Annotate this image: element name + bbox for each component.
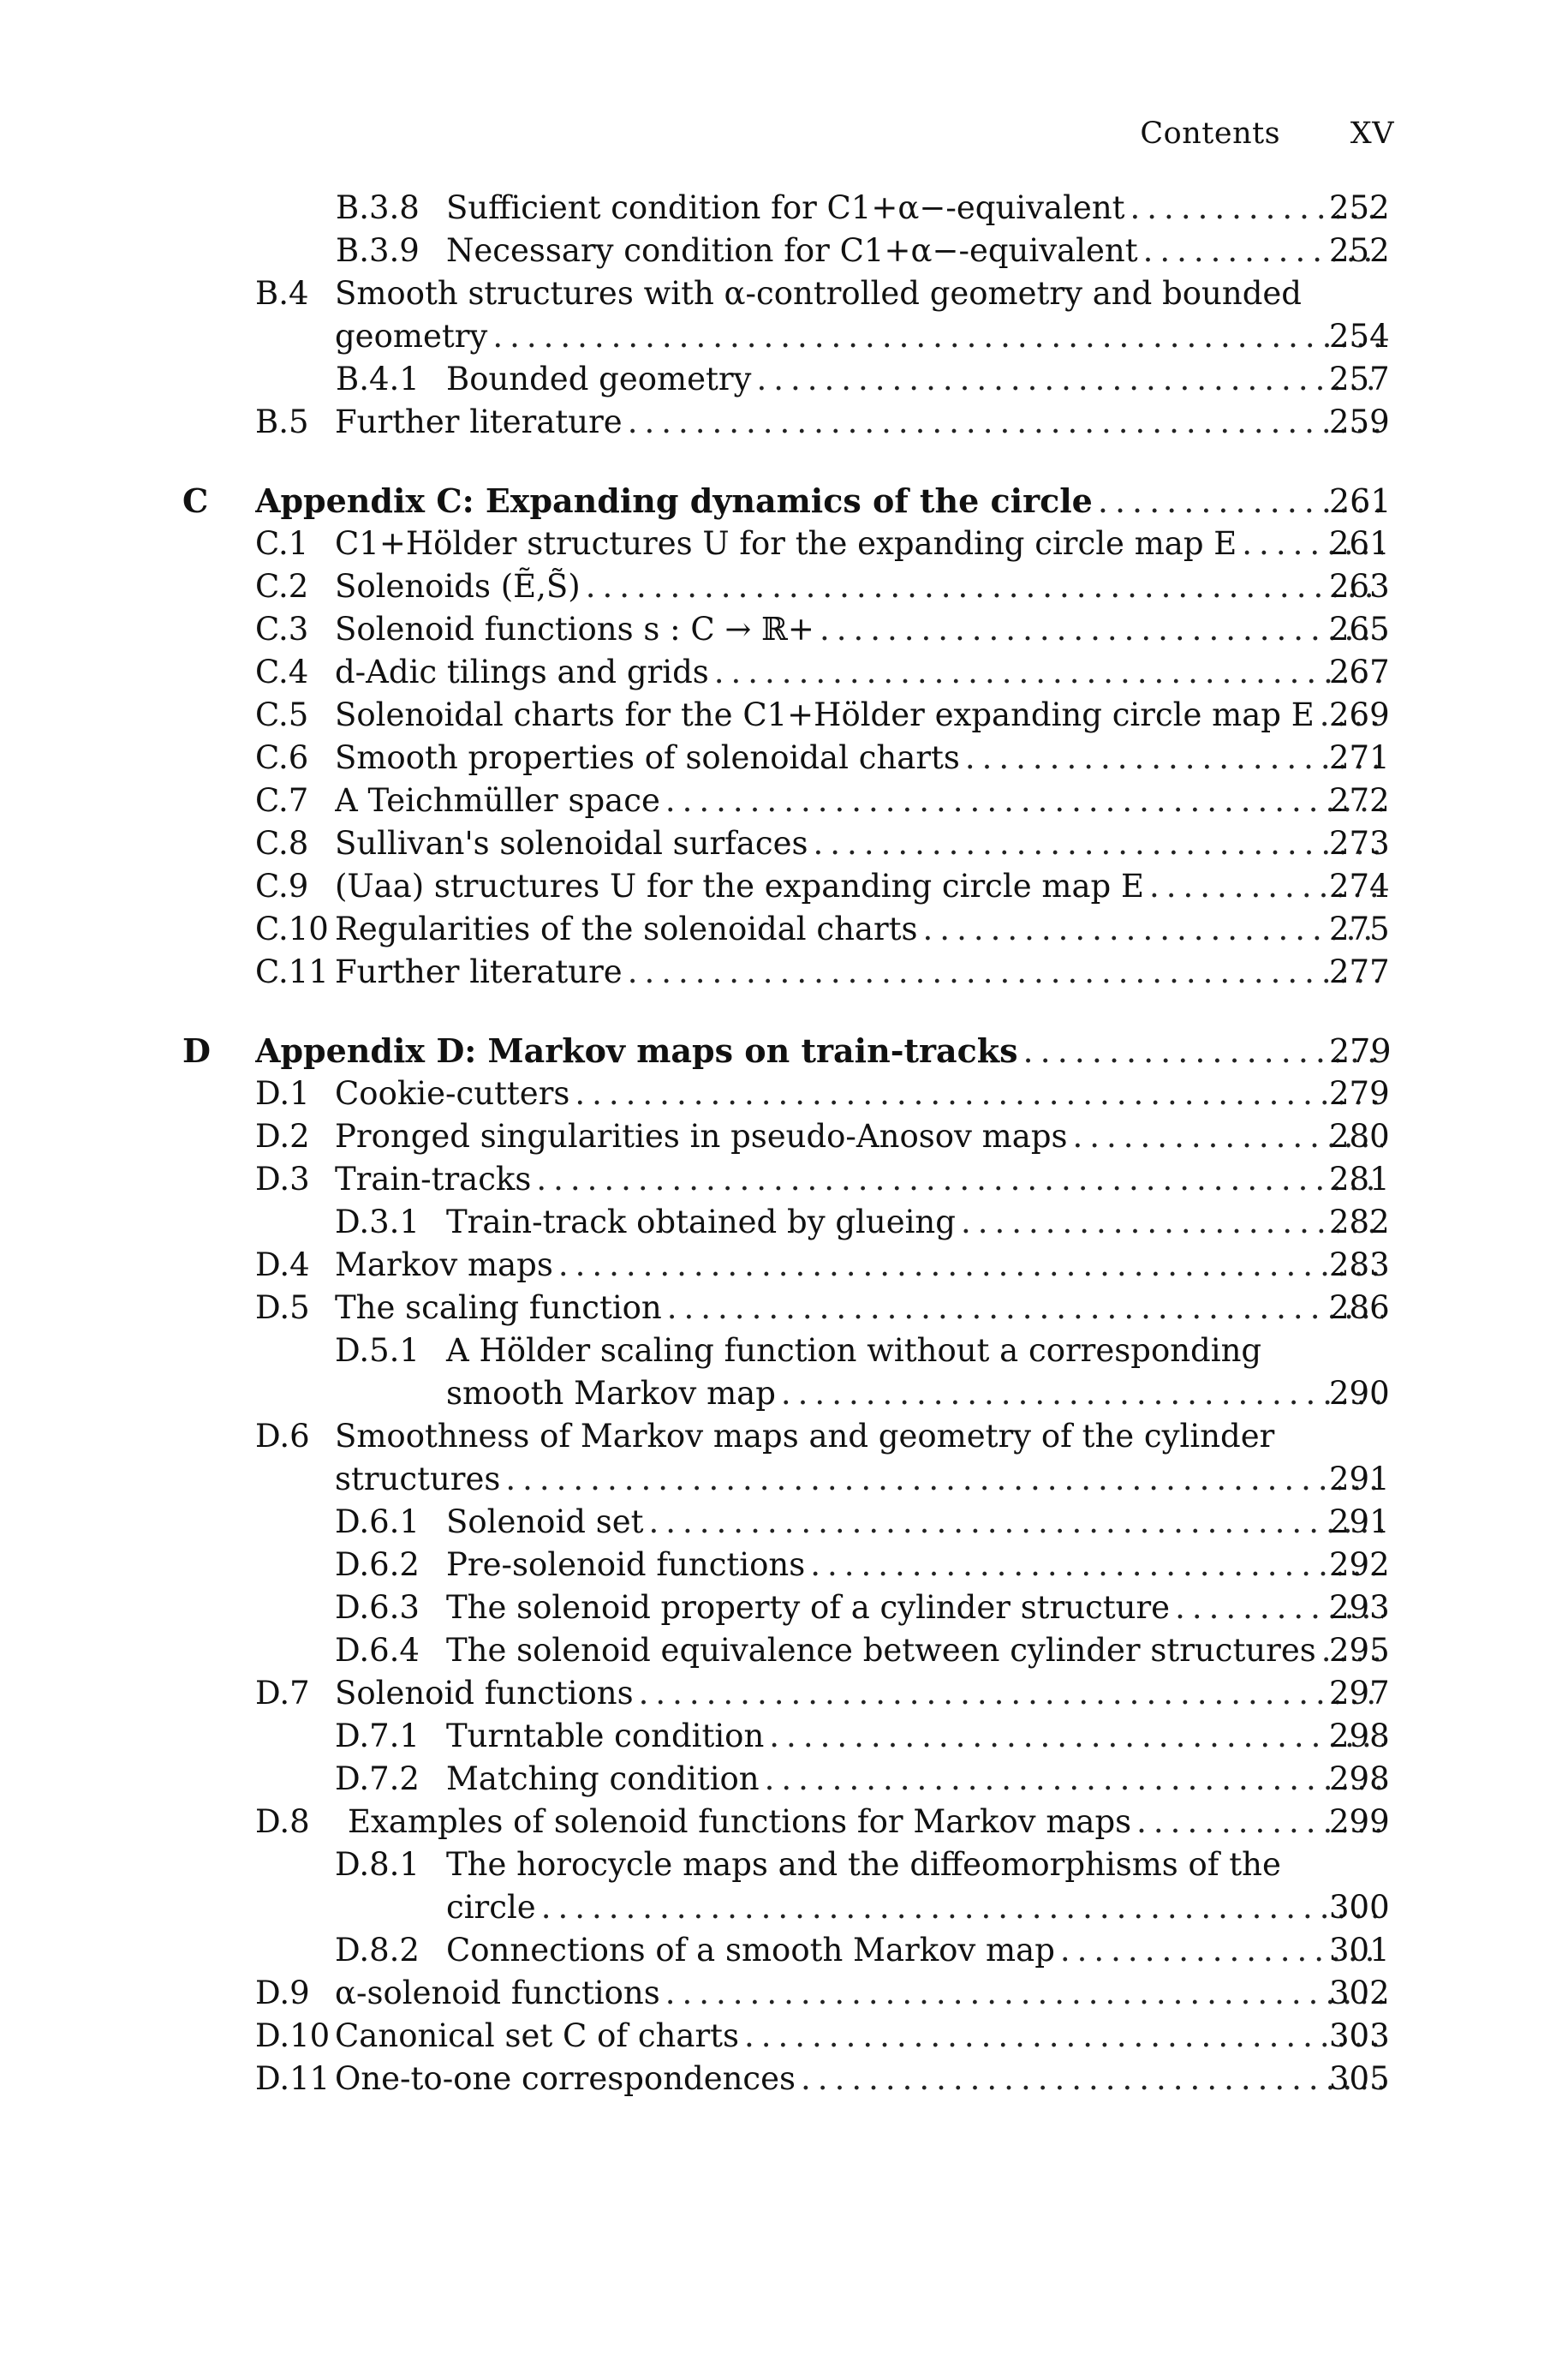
entry-title: A Teichmüller space: [335, 782, 660, 819]
entry-number: D.4: [255, 1246, 310, 1283]
entry-number: D.7.1: [335, 1718, 420, 1754]
entry-number: D.5.1: [335, 1332, 420, 1369]
entry-title: The solenoid property of a cylinder structure: [446, 1589, 1171, 1626]
entry-number: B.3.8: [336, 189, 420, 226]
toc-entry: [0, 951, 1568, 994]
entry-title: smooth Markov map: [446, 1375, 776, 1412]
entry-number: D.6.2: [335, 1546, 420, 1583]
entry-title: Necessary condition for C1+α−-equivalent: [446, 232, 1138, 269]
toc-entry: [0, 1972, 1568, 2015]
dot-leader: [628, 951, 1383, 994]
entry-title: Regularities of the solenoidal charts: [335, 911, 918, 947]
dot-leader: [665, 780, 1383, 822]
dot-leader: [961, 1201, 1383, 1244]
entry-title: Solenoid functions s : C → ℝ+: [335, 611, 814, 648]
entry-page: 261: [1329, 525, 1390, 562]
toc-entry: [0, 230, 1568, 272]
dot-leader: [756, 358, 1383, 401]
toc-entry: [0, 1372, 1568, 1415]
entry-number: B.5: [255, 403, 309, 440]
toc-entry: [0, 1544, 1568, 1586]
entry-page: 291: [1329, 1461, 1390, 1497]
entry-title: Further literature: [335, 403, 623, 440]
toc-entry: [0, 608, 1568, 651]
dot-leader: [665, 1972, 1383, 2015]
entry-page: 302: [1329, 1975, 1390, 2011]
toc-entry: [0, 908, 1568, 951]
entry-title: Bounded geometry: [446, 361, 752, 397]
entry-title: The scaling function: [335, 1289, 662, 1326]
entry-number: B.4: [255, 275, 309, 312]
dot-leader: [820, 608, 1383, 651]
entry-number: C.10: [255, 911, 329, 947]
toc-entry: [0, 737, 1568, 780]
entry-title: The horocycle maps and the diffeomorphisms of the: [446, 1846, 1281, 1883]
toc-entry: [0, 1629, 1568, 1672]
entry-title: One-to-one correspondences: [335, 2060, 796, 2097]
entry-title: Sullivan's solenoidal surfaces: [335, 825, 808, 862]
entry-page: 293: [1329, 1589, 1390, 1626]
toc-entry: [0, 187, 1568, 230]
entry-number: C.3: [255, 611, 309, 648]
chapter-title: Appendix C: Expanding dynamics of the circle: [255, 481, 1093, 520]
chapter-letter: D: [182, 1031, 211, 1070]
toc-entry: [0, 694, 1568, 737]
dot-leader: [639, 1672, 1383, 1715]
entry-title: Solenoids (Ẽ,S̃): [335, 568, 581, 605]
entry-page: 280: [1329, 1118, 1390, 1155]
toc-chapter-entry: [0, 1030, 1568, 1072]
entry-number: D.6.4: [335, 1632, 420, 1669]
dot-leader: [505, 1458, 1383, 1501]
running-header: [1140, 117, 1394, 151]
entry-title: Markov maps: [335, 1246, 553, 1283]
entry-page: 298: [1329, 1760, 1390, 1797]
entry-number: C.11: [255, 953, 329, 990]
entry-page: 259: [1329, 403, 1390, 440]
entry-page: 265: [1329, 611, 1390, 648]
toc-entry: [0, 1501, 1568, 1544]
toc-entry: [0, 1886, 1568, 1929]
toc-entry: [0, 1758, 1568, 1801]
entry-number: D.11: [255, 2060, 331, 2097]
entry-page: 252: [1329, 189, 1390, 226]
entry-number: D.7: [255, 1675, 310, 1712]
toc-entry: [0, 1072, 1568, 1115]
entry-title: structures: [335, 1461, 501, 1497]
toc-entry: [0, 1244, 1568, 1287]
dot-leader: [781, 1372, 1383, 1415]
entry-number: D.9: [255, 1975, 310, 2011]
toc-entry: [0, 865, 1568, 908]
entry-title: Smooth properties of solenoidal charts: [335, 739, 960, 776]
entry-number: D.8.1: [335, 1846, 420, 1883]
entry-page: 282: [1329, 1204, 1390, 1240]
entry-title: Solenoidal charts for the C1+Hölder expanding circle map E: [335, 696, 1315, 733]
entry-title: Examples of solenoid functions for Markov maps: [348, 1803, 1132, 1840]
entry-title: Matching condition: [446, 1760, 760, 1797]
entry-page: 292: [1329, 1546, 1390, 1583]
dot-leader: [814, 822, 1383, 865]
entry-page: 286: [1329, 1289, 1390, 1326]
header-page-number: XV: [1350, 117, 1394, 151]
toc-entry: [0, 358, 1568, 401]
entry-page: 300: [1329, 1889, 1390, 1926]
dot-leader: [541, 1886, 1383, 1929]
entry-title: A Hölder scaling function without a corresponding: [446, 1332, 1262, 1369]
entry-title: Cookie-cutters: [335, 1075, 570, 1112]
entry-title: C1+Hölder structures U for the expanding circle map E: [335, 525, 1237, 562]
toc-entry: [0, 1158, 1568, 1201]
entry-number: D.6.1: [335, 1503, 420, 1540]
entry-title: Smoothness of Markov maps and geometry of the cylinder: [335, 1418, 1275, 1455]
toc-entry: [0, 1586, 1568, 1629]
entry-title: Train-tracks: [335, 1161, 532, 1198]
entry-page: 281: [1329, 1161, 1390, 1198]
entry-page: 275: [1329, 911, 1390, 947]
chapter-title: Appendix D: Markov maps on train-tracks: [255, 1031, 1018, 1070]
entry-number: D.3.1: [335, 1204, 420, 1240]
entry-page: 263: [1329, 568, 1390, 605]
entry-title: geometry: [335, 318, 488, 355]
dot-leader: [744, 2015, 1383, 2058]
entry-title: Pre-solenoid functions: [446, 1546, 806, 1583]
entry-number: D.10: [255, 2017, 331, 2054]
entry-page: 261: [1329, 482, 1392, 520]
entry-page: 273: [1329, 825, 1390, 862]
dot-leader: [628, 401, 1383, 444]
entry-number: D.7.2: [335, 1760, 420, 1797]
entry-number: C.5: [255, 696, 309, 733]
toc-entry: [0, 1415, 1568, 1458]
entry-number: C.8: [255, 825, 309, 862]
dot-leader: [965, 737, 1383, 780]
entry-title: Solenoid functions: [335, 1675, 634, 1712]
entry-page: 283: [1329, 1246, 1390, 1283]
entry-number: D.5: [255, 1289, 310, 1326]
toc-entry: [0, 651, 1568, 694]
entry-number: D.8: [255, 1803, 310, 1840]
entry-page: 272: [1329, 782, 1390, 819]
dot-leader: [536, 1158, 1383, 1201]
entry-number: C.6: [255, 739, 309, 776]
toc-entry: [0, 401, 1568, 444]
entry-number: C.1: [255, 525, 309, 562]
entry-number: C.9: [255, 868, 309, 905]
dot-leader: [801, 2058, 1383, 2100]
dot-leader: [810, 1544, 1383, 1586]
toc-entry: [0, 2015, 1568, 2058]
entry-page: 305: [1329, 2060, 1390, 2097]
entry-title: Train-track obtained by glueing: [446, 1204, 956, 1240]
toc-entry: [0, 780, 1568, 822]
entry-page: 299: [1329, 1803, 1390, 1840]
entry-page: 298: [1329, 1718, 1390, 1754]
dot-leader: [667, 1287, 1383, 1329]
entry-number: D.2: [255, 1118, 310, 1155]
dot-leader: [769, 1715, 1383, 1758]
toc-entry: [0, 1715, 1568, 1758]
entry-title: Sufficient condition for C1+α−-equivalent: [446, 189, 1125, 226]
entry-number: D.3: [255, 1161, 310, 1198]
dot-leader: [492, 315, 1383, 358]
toc-entry: [0, 1329, 1568, 1372]
dot-leader: [575, 1072, 1383, 1115]
dot-leader: [558, 1244, 1383, 1287]
entry-number: D.6.3: [335, 1589, 420, 1626]
entry-title: d-Adic tilings and grids: [335, 654, 709, 690]
entry-page: 303: [1329, 2017, 1390, 2054]
entry-number: D.6: [255, 1418, 310, 1455]
entry-title: circle: [446, 1889, 536, 1926]
toc-entry: [0, 1929, 1568, 1972]
entry-title: α-solenoid functions: [335, 1975, 660, 2011]
entry-page: 290: [1329, 1375, 1390, 1412]
entry-page: 297: [1329, 1675, 1390, 1712]
entry-title: The solenoid equivalence between cylinder structures: [446, 1632, 1316, 1669]
toc-entry: [0, 1287, 1568, 1329]
toc-entry: [0, 565, 1568, 608]
entry-title: Pronged singularities in pseudo-Anosov maps: [335, 1118, 1068, 1155]
dot-leader: [923, 908, 1383, 951]
toc-entry: [0, 1843, 1568, 1886]
entry-page: 254: [1329, 318, 1390, 355]
toc-entry: [0, 1672, 1568, 1715]
entry-page: 291: [1329, 1503, 1390, 1540]
dot-leader: [765, 1758, 1383, 1801]
entry-number: B.4.1: [336, 361, 420, 397]
entry-page: 279: [1329, 1032, 1392, 1070]
entry-page: 301: [1329, 1932, 1390, 1969]
entry-title: Canonical set C of charts: [335, 2017, 739, 2054]
chapter-letter: C: [182, 481, 209, 520]
entry-page: 279: [1329, 1075, 1390, 1112]
toc-entry: [0, 1801, 1568, 1843]
dot-leader: [586, 565, 1383, 608]
entry-number: B.3.9: [336, 232, 420, 269]
toc-entry: [0, 1115, 1568, 1158]
toc-entry: [0, 1458, 1568, 1501]
toc-entry: [0, 1201, 1568, 1244]
dot-leader: [714, 651, 1383, 694]
entry-number: D.8.2: [335, 1932, 420, 1969]
header-title: Contents: [1140, 117, 1281, 151]
entry-page: 257: [1329, 361, 1390, 397]
entry-page: 274: [1329, 868, 1390, 905]
toc-chapter-entry: [0, 480, 1568, 523]
entry-title: Further literature: [335, 953, 623, 990]
toc-entry: [0, 272, 1568, 315]
toc-entry: [0, 523, 1568, 565]
entry-page: 271: [1329, 739, 1390, 776]
entry-title: Connections of a smooth Markov map: [446, 1932, 1055, 1969]
entry-page: 252: [1329, 232, 1390, 269]
entry-page: 269: [1329, 696, 1390, 733]
toc-entry: [0, 315, 1568, 358]
entry-page: 295: [1329, 1632, 1390, 1669]
entry-title: (Uaa) structures U for the expanding circle map E: [335, 868, 1144, 905]
toc-entry: [0, 822, 1568, 865]
entry-title: Smooth structures with α-controlled geometry and bounded: [335, 275, 1302, 312]
entry-number: D.1: [255, 1075, 310, 1112]
toc-entry: [0, 2058, 1568, 2100]
entry-title: Turntable condition: [446, 1718, 765, 1754]
entry-number: C.2: [255, 568, 309, 605]
entry-page: 267: [1329, 654, 1390, 690]
entry-title: Solenoid set: [446, 1503, 644, 1540]
dot-leader: [649, 1501, 1384, 1544]
entry-number: C.7: [255, 782, 309, 819]
entry-page: 277: [1329, 953, 1390, 990]
entry-number: C.4: [255, 654, 309, 690]
